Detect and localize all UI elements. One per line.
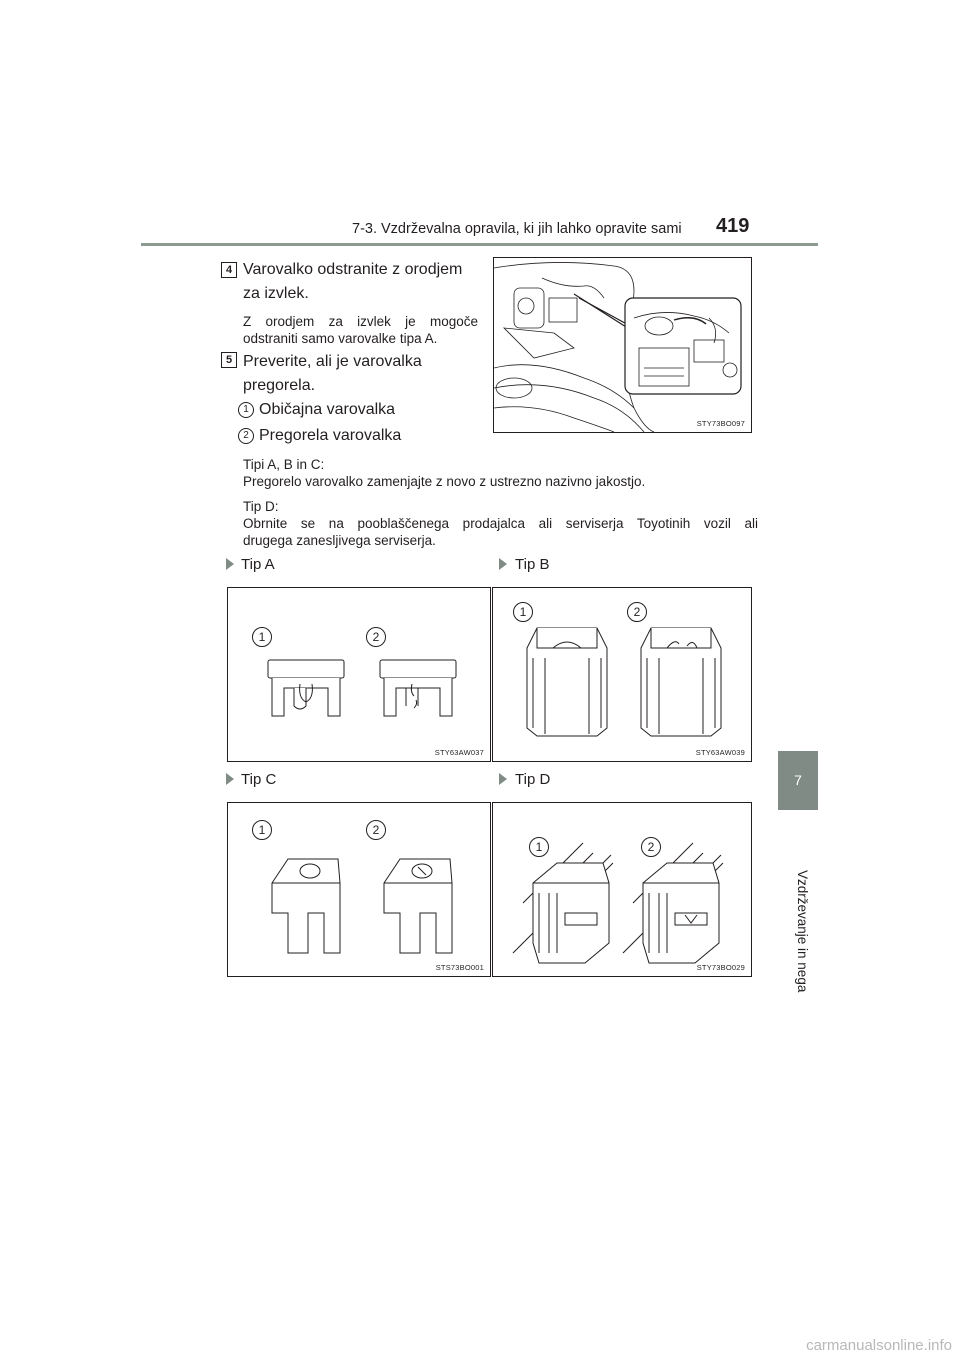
figure-code: STY73BO029 [696,963,745,972]
step-4-note-line2: odstraniti samo varovalke tipa A. [243,331,438,346]
block-fuse-illustration [228,803,490,976]
engine-illustration [494,258,751,432]
blade-fuse-illustration [228,588,490,761]
figure-code: STY73BO097 [696,419,745,428]
watermark: carmanualsonline.info [806,1337,952,1354]
step-5-title-line1: Preverite, ali je varovalka [243,353,422,370]
fuse-c-marker-2: 2 [366,820,386,840]
chapter-label: Vzdrževanje in nega [795,870,810,993]
fuse-a-marker-2: 2 [366,627,386,647]
triangle-bullet-icon [499,773,507,785]
notes-block [243,456,758,549]
fuse-a-marker-1: 1 [252,627,272,647]
fuse-c-marker-1: 1 [252,820,272,840]
fuse-b-marker-2: 2 [627,602,647,622]
step-5-marker: 5 [221,352,237,368]
item-1-text: Običajna varovalka [259,401,396,418]
figure-code: STS73BO001 [435,963,484,972]
item-2-text: Pregorela varovalka [259,427,402,444]
step-4-note-line1: Z orodjem za izvlek je mogoče [243,314,478,329]
tip-c-label: Tip C [241,771,277,788]
fuse-figure-tip-d [492,802,752,977]
fuse-figure-tip-b [492,587,752,762]
item-2-marker: 2 [238,428,254,444]
chapter-tab: 7 [778,751,818,810]
fuse-d-marker-2: 2 [641,837,661,857]
step-4-title-line2: za izvlek. [243,285,309,302]
step-4-title [243,258,483,306]
engine-fuse-box-figure [493,257,752,433]
notes-abc-text: Pregorelo varovalko zamenjajte z novo z ustrezno nazivno jakostjo. [243,474,646,489]
fuse-figure-tip-c [227,802,491,977]
notes-d-line1: Obrnite se na pooblaščenega prodajalca ali serviserja Toyotinih vozil ali [243,516,758,531]
triangle-bullet-icon [226,773,234,785]
triangle-bullet-icon [499,558,507,570]
notes-abc-title: Tipi A, B in C: [243,457,325,472]
triangle-bullet-icon [226,558,234,570]
item-1-marker: 1 [238,402,254,418]
step-5-title-line2: pregorela. [243,377,316,394]
notes-d-title: Tip D: [243,499,279,514]
tip-d-label: Tip D [515,771,551,788]
fuse-d-marker-1: 1 [529,837,549,857]
fuse-b-marker-1: 1 [513,602,533,622]
header-title: 7-3. Vzdrževalna opravila, ki jih lahko opravite sami [352,221,682,237]
step-5-title [243,350,483,398]
tip-b-label: Tip B [515,556,550,573]
bolt-fuse-illustration [493,803,751,976]
fuse-figure-tip-a [227,587,491,762]
tip-a-label: Tip A [241,556,275,573]
header-rule [141,243,818,246]
step-4-marker: 4 [221,262,237,278]
figure-code: STY63AW037 [434,748,484,757]
step-4-title-line1: Varovalko odstranite z orodjem [243,261,463,278]
figure-code: STY63AW039 [695,748,745,757]
notes-d-line2: drugega zanesljivega serviserja. [243,533,436,548]
page-number: 419 [716,215,750,237]
cartridge-fuse-illustration [493,588,751,761]
step-4-note [243,313,478,347]
